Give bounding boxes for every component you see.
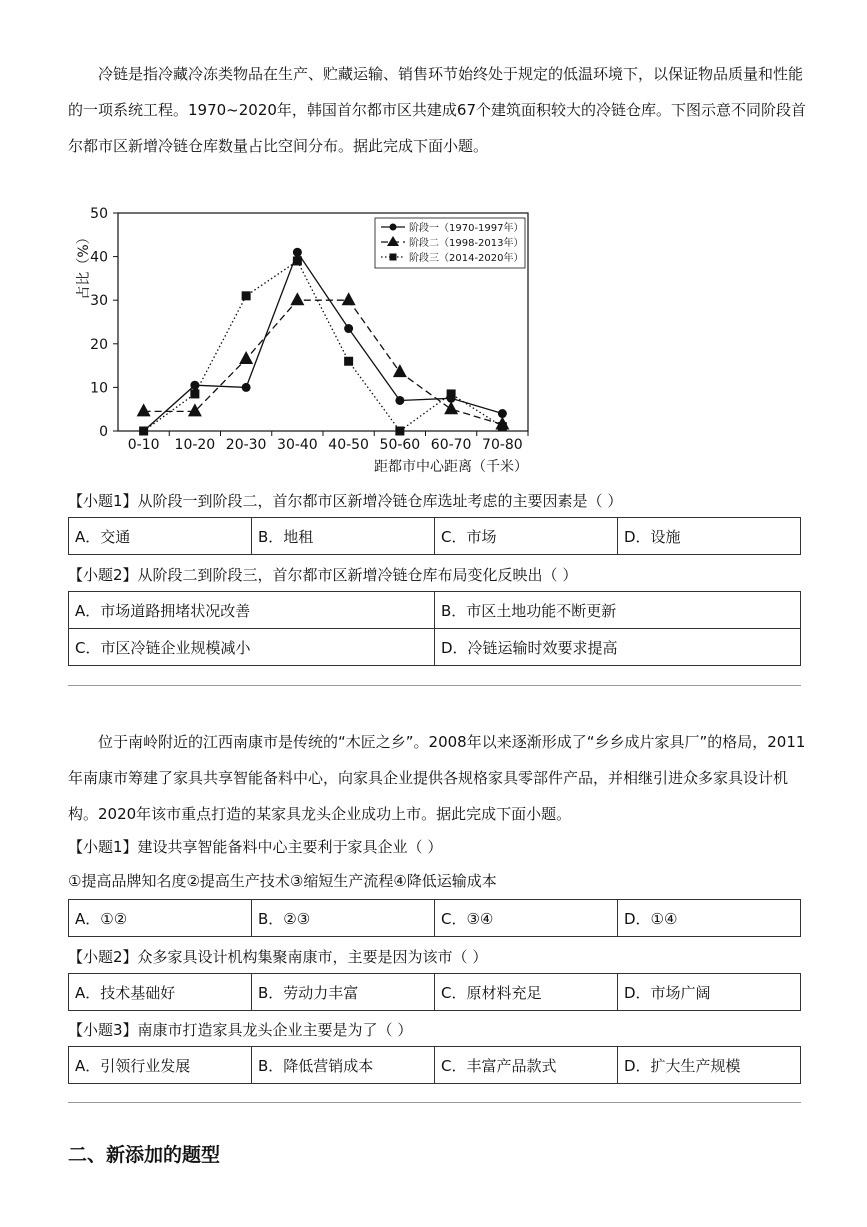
y-axis-label: 占比（%）	[76, 230, 92, 300]
g2-q3-option-c[interactable]: C．丰富产品款式	[435, 1047, 618, 1084]
g2-q3-option-a[interactable]: A．引领行业发展	[69, 1047, 252, 1084]
divider	[68, 685, 801, 686]
series-3-point	[139, 427, 148, 436]
g2-q1-sub-items: ①提高品牌知名度②提高生产技术③缩短生产流程④降低运输成本	[68, 872, 497, 890]
g2-q1-option-b[interactable]: B．②③	[252, 900, 435, 937]
y-tick-label: 50	[90, 206, 108, 222]
series-2-point	[137, 403, 151, 416]
x-tick-label: 60-70	[430, 437, 472, 453]
g2-q1-stem: 【小题1】建设共享智能备料中心主要利于家具企业（ ）	[68, 838, 443, 856]
series-3-point	[395, 427, 404, 436]
series-line-1	[144, 252, 503, 431]
section-2-title: 二、新添加的题型	[68, 1144, 221, 1166]
g1-q1-option-c[interactable]: C．市场	[435, 518, 618, 555]
g1-q2-options	[68, 591, 801, 666]
g1-q2-option-b[interactable]: B．市区土地功能不断更新	[435, 592, 801, 629]
y-tick-label: 10	[90, 380, 108, 397]
divider	[68, 1102, 801, 1103]
g1-q2-option-d[interactable]: D．冷链运输时效要求提高	[435, 629, 801, 666]
g1-q1-option-d[interactable]: D．设施	[618, 518, 801, 555]
series-3-point	[498, 422, 507, 431]
g1-q1-options	[68, 517, 801, 555]
g2-q3-stem: 【小题3】南康市打造家具龙头企业主要是为了（ ）	[68, 1021, 413, 1039]
g2-q1-option-d[interactable]: D．①④	[618, 900, 801, 937]
series-3-point	[242, 291, 251, 300]
y-tick-label: 20	[90, 336, 108, 353]
cold-chain-chart	[68, 205, 548, 475]
g1-q1-option-b[interactable]: B．地租	[252, 518, 435, 555]
x-tick-label: 10-20	[174, 437, 216, 453]
series-3-point	[344, 357, 353, 366]
g2-q2-options	[68, 973, 801, 1011]
legend-label: 阶段二（1998-2013年）	[409, 238, 524, 249]
g1-q2-option-c[interactable]: C．市区冷链企业规模减小	[69, 629, 435, 666]
x-tick-label: 30-40	[277, 437, 318, 453]
series-1-point	[242, 383, 251, 392]
series-2-point	[342, 292, 356, 305]
x-tick-label: 50-60	[379, 437, 421, 453]
series-1-point	[395, 396, 404, 405]
g1-q2-option-a[interactable]: A．市场道路拥堵状况改善	[69, 592, 435, 629]
series-2-point	[290, 292, 304, 305]
y-tick-label: 40	[90, 249, 108, 266]
x-tick-label: 0-10	[127, 437, 160, 453]
series-line-3	[144, 261, 503, 431]
g2-q1-option-a[interactable]: A．①②	[69, 900, 252, 937]
g2-q2-option-a[interactable]: A．技术基础好	[69, 974, 252, 1011]
y-tick-label: 30	[90, 293, 108, 310]
legend-marker	[390, 224, 397, 231]
g2-q1-option-c[interactable]: C．③④	[435, 900, 618, 937]
series-3-point	[293, 256, 302, 265]
g2-q3-options	[68, 1046, 801, 1084]
series-1-point	[293, 248, 302, 257]
g2-q3-option-d[interactable]: D．扩大生产规模	[618, 1047, 801, 1084]
g2-q2-stem: 【小题2】众多家具设计机构集聚南康市，主要是因为该市（ ）	[68, 948, 488, 966]
legend-label: 阶段三（2014-2020年）	[409, 253, 524, 264]
g1-q1-stem: 【小题1】从阶段一到阶段二，首尔都市区新增冷链仓库选址考虑的主要因素是（ ）	[68, 492, 623, 510]
legend-label: 阶段一（1970-1997年）	[409, 223, 524, 234]
series-1-point	[190, 381, 199, 390]
passage-2: 位于南岭附近的江西南康市是传统的“木匠之乡”。2008年以来逐渐形成了“乡乡成片家具厂”的格局，2011年南康市筹建了家具共享智能备料中心，向家具企业提供各规格家具零部件产品，并相继引进众多家具设计机构。2020年该市重点打造的某家具龙头企业成功上市。据此完成下面小题。	[68, 733, 806, 823]
passage-1: 冷链是指冷藏冷冻类物品在生产、贮藏运输、销售环节始终处于规定的低温环境下，以保证物品质量和性能的一项系统工程。1970~2020年，韩国首尔都市区共建成67个建筑面积较大的冷链仓库。下图示意不同阶段首尔都市区新增冷链仓库数量占比空间分布。据此完成下面小题。	[68, 65, 807, 155]
series-3-point	[190, 389, 199, 398]
g2-q2-option-c[interactable]: C．原材料充足	[435, 974, 618, 1011]
x-tick-label: 20-30	[225, 437, 267, 453]
x-tick-label: 40-50	[328, 437, 369, 453]
y-tick-label: 0	[99, 424, 108, 440]
x-axis-label: 距都市中心距离（千米）	[374, 459, 528, 475]
x-tick-label: 70-80	[482, 437, 523, 453]
series-3-point	[447, 389, 456, 398]
legend-marker	[390, 254, 397, 261]
series-2-point	[188, 403, 202, 416]
g2-q1-options	[68, 899, 801, 937]
g2-q2-option-b[interactable]: B．劳动力丰富	[252, 974, 435, 1011]
g1-q2-stem: 【小题2】从阶段二到阶段三，首尔都市区新增冷链仓库布局变化反映出（ ）	[68, 566, 578, 584]
series-2-point	[444, 401, 458, 414]
g1-q1-option-a[interactable]: A．交通	[69, 518, 252, 555]
series-line-2	[144, 300, 503, 424]
g2-q3-option-b[interactable]: B．降低营销成本	[252, 1047, 435, 1084]
g2-q2-option-d[interactable]: D．市场广阔	[618, 974, 801, 1011]
series-1-point	[344, 324, 353, 333]
